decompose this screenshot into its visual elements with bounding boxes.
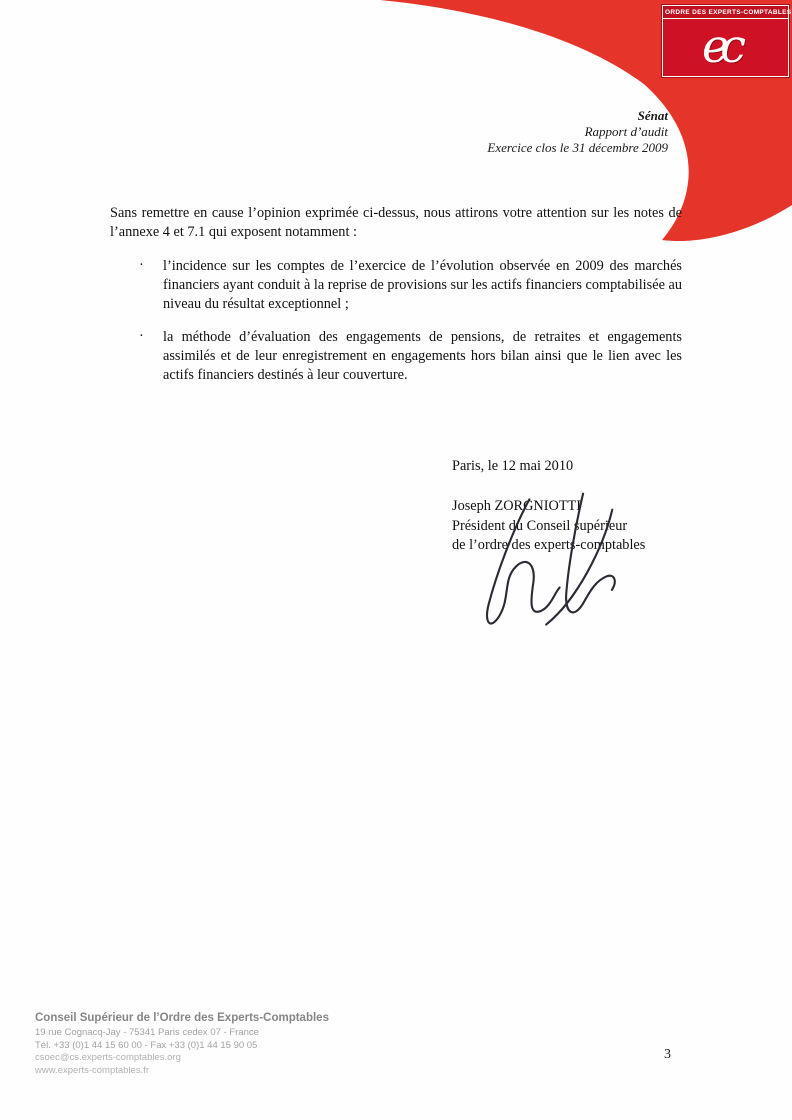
footer [35,1012,329,1077]
signatory-name: Joseph ZORGNIOTTI [452,498,582,514]
letter-body [110,204,682,399]
dateline: Paris, le 12 mai 2010 [452,458,574,474]
signatory-title-line2: de l’ordre des experts-comptables [452,537,646,553]
header-fiscal-year: Exercice clos le 31 décembre 2009 [487,140,668,155]
bullet-item [110,328,682,385]
document-header [487,108,668,156]
bullet-text: la méthode d’évaluation des engagements de pensions, de retraites et engagements assimilés et de leur enregistrement en engagements hors bilan ainsi que le lien avec les actifs financiers destinés à leur couverture. [163,329,682,383]
signatory-title-line1: Président du Conseil supérieur [452,517,628,534]
bullet-list [110,257,682,385]
footer-email: csoec@cs.experts-comptables.org [35,1052,181,1063]
header-senat: Sénat [637,108,668,123]
footer-org-name: Conseil Supérieur de l’Ordre des Experts-Comptables [35,1012,329,1024]
bullet-text: l’incidence sur les comptes de l’exercice de l’évolution observée en 2009 des marchés financiers ayant conduit à la reprise de provisions sur les actifs financiers comptabilisée au niveau du résultat exceptionnel ; [163,258,682,312]
footer-phone-fax: Tél. +33 (0)1 44 15 60 00 - Fax +33 (0)1 44 15 90 05 [35,1039,258,1051]
footer-address: 19 rue Cognacq-Jay - 75341 Paris cedex 07 - France [35,1027,259,1038]
bullet-marker: · [139,328,144,344]
logo-label: ORDRE DES EXPERTS-COMPTABLES [663,6,788,19]
logo [662,5,792,77]
bullet-item [110,257,682,314]
page-number: 3 [664,1047,671,1062]
footer-website: www.experts-comptables.fr [35,1064,150,1076]
signatory-block [452,497,645,556]
logo-ec-monogram: ec [702,19,737,73]
intro-paragraph: Sans remettre en cause l’opinion exprimée ci-dessus, nous attirons votre attention sur les notes de l’annexe 4 et 7.1 qui exposent notamment : [110,205,682,240]
header-report-title: Rapport d’audit [584,124,668,139]
bullet-marker: · [139,257,144,273]
